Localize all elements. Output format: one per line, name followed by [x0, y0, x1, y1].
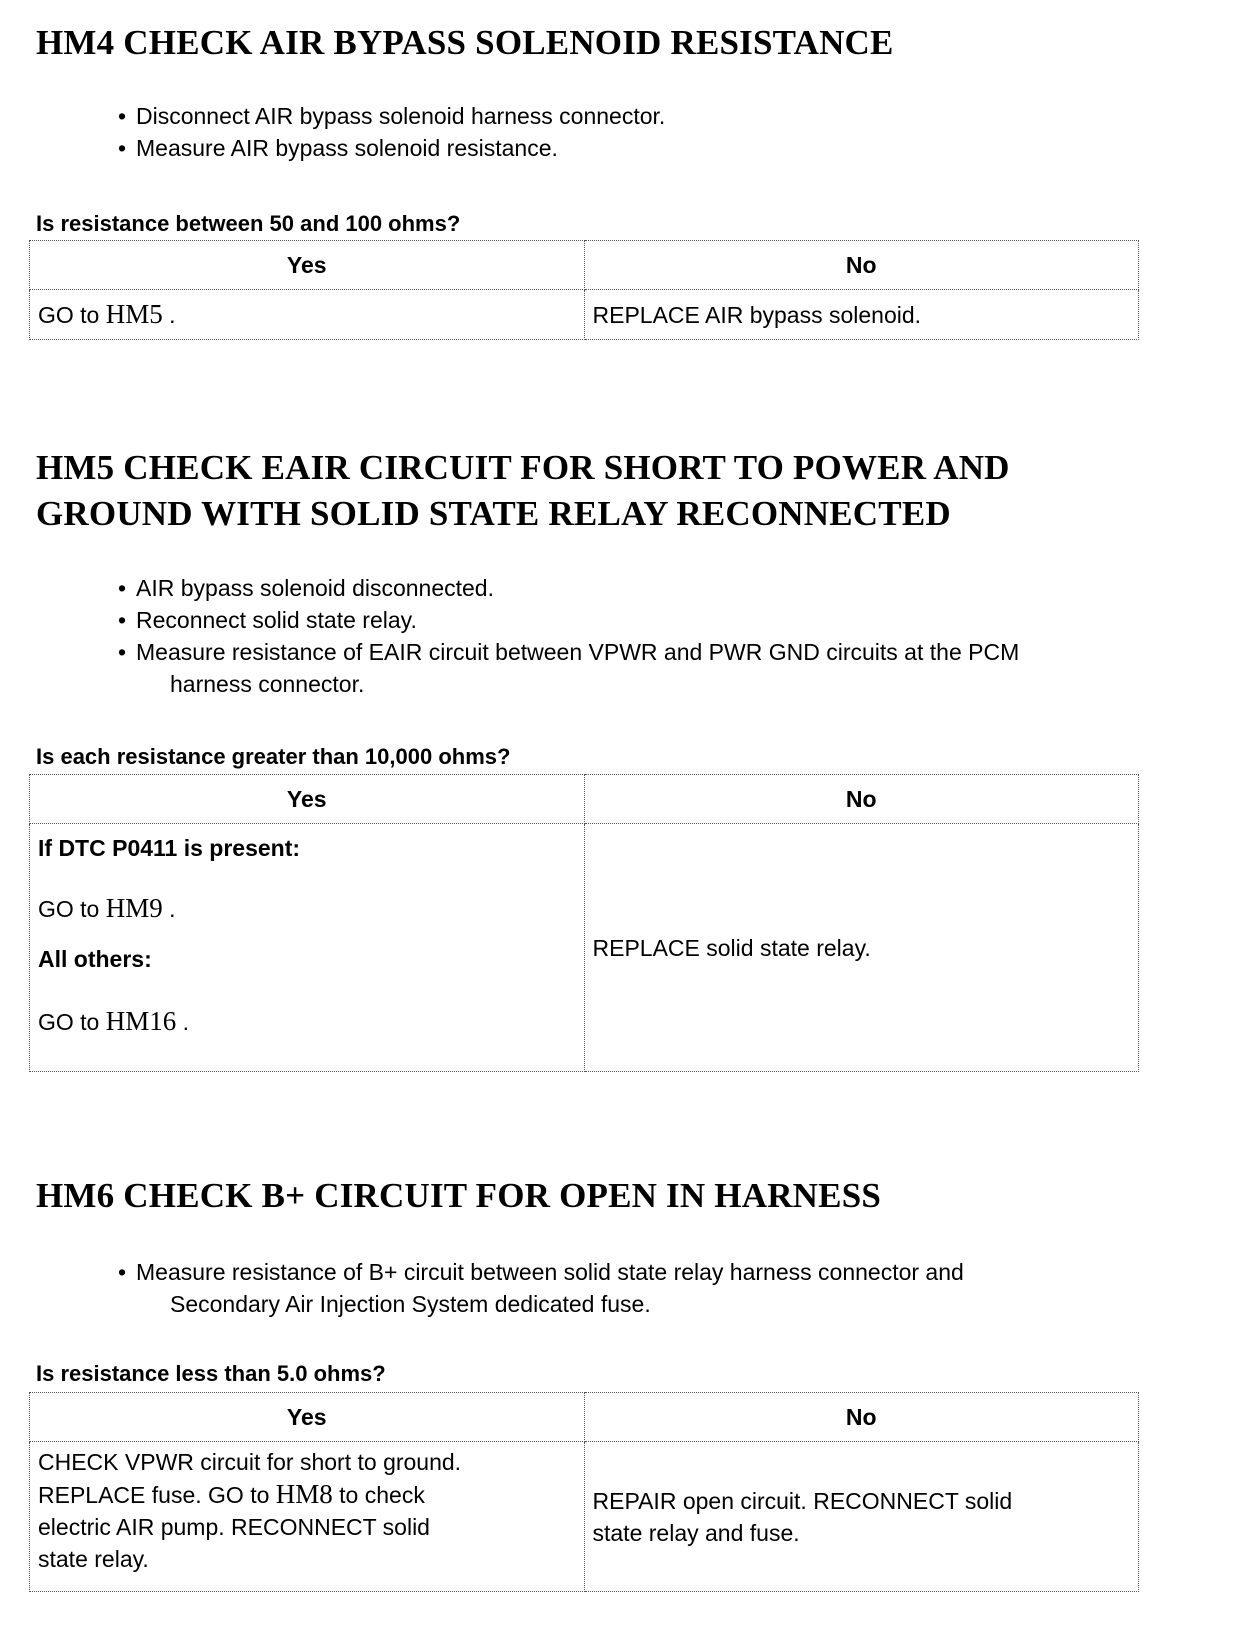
hm6-yes-header: Yes	[30, 1393, 585, 1442]
hm8-link[interactable]: HM8	[275, 1479, 333, 1509]
hm5-no-cell: REPLACE solid state relay.	[584, 824, 1139, 1072]
hm6-no-cell: REPAIR open circuit. RECONNECT solid state relay and fuse.	[584, 1442, 1139, 1592]
hm5-title: HM5 CHECK EAIR CIRCUIT FOR SHORT TO POWER AND GROUND WITH SOLID STATE RELAY RECONNECTED	[36, 448, 1010, 533]
hm4-step-2: • Measure AIR bypass solenoid resistance.	[118, 132, 1218, 164]
hm4-yes-cell: GO to HM5 .	[30, 290, 585, 340]
hm6-yes-cell: CHECK VPWR circuit for short to ground. REPLACE fuse. GO to HM8 to check electric AIR pump. RECONNECT solid state relay.	[30, 1442, 585, 1592]
hm4-yes-header: Yes	[30, 241, 585, 290]
bullet-icon: •	[118, 607, 127, 633]
hm6-table	[29, 1392, 1139, 1592]
hm4-table	[29, 240, 1139, 340]
hm5-no-header: No	[584, 775, 1139, 824]
hm4-no-cell: REPLACE AIR bypass solenoid.	[584, 290, 1139, 340]
hm6-title: HM6 CHECK B+ CIRCUIT FOR OPEN IN HARNESS	[36, 1176, 882, 1215]
hm5-link[interactable]: HM5	[105, 299, 163, 329]
hm5-table	[29, 774, 1139, 1072]
hm4-step-1: • Disconnect AIR bypass solenoid harness connector.	[118, 100, 1218, 132]
hm4-steps	[118, 100, 1218, 164]
hm5-question: Is each resistance greater than 10,000 ohms?	[36, 744, 511, 769]
hm6-step-1: • Measure resistance of B+ circuit between solid state relay harness connector and Secondary Air Injection System dedicated fuse.	[118, 1256, 1218, 1320]
hm4-no-header: No	[584, 241, 1139, 290]
hm4-question: Is resistance between 50 and 100 ohms?	[36, 211, 461, 236]
hm6-question: Is resistance less than 5.0 ohms?	[36, 1361, 386, 1386]
bullet-icon: •	[118, 639, 127, 665]
hm6-steps	[118, 1256, 1218, 1320]
hm5-step-3: • Measure resistance of EAIR circuit between VPWR and PWR GND circuits at the PCM harness connector.	[118, 636, 1218, 700]
hm5-step-1: • AIR bypass solenoid disconnected.	[118, 572, 1218, 604]
bullet-icon: •	[118, 1259, 127, 1285]
hm16-link[interactable]: HM16	[105, 1006, 177, 1036]
bullet-icon: •	[118, 103, 127, 129]
hm5-step-2: • Reconnect solid state relay.	[118, 604, 1218, 636]
hm5-yes-cell: If DTC P0411 is present: GO to HM9 . All others: GO to HM16 .	[30, 824, 585, 1072]
hm4-title: HM4 CHECK AIR BYPASS SOLENOID RESISTANCE	[36, 23, 894, 62]
hm5-steps	[118, 572, 1218, 700]
hm9-link[interactable]: HM9	[105, 893, 163, 923]
hm5-yes-header: Yes	[30, 775, 585, 824]
bullet-icon: •	[118, 135, 127, 161]
hm6-no-header: No	[584, 1393, 1139, 1442]
bullet-icon: •	[118, 575, 127, 601]
